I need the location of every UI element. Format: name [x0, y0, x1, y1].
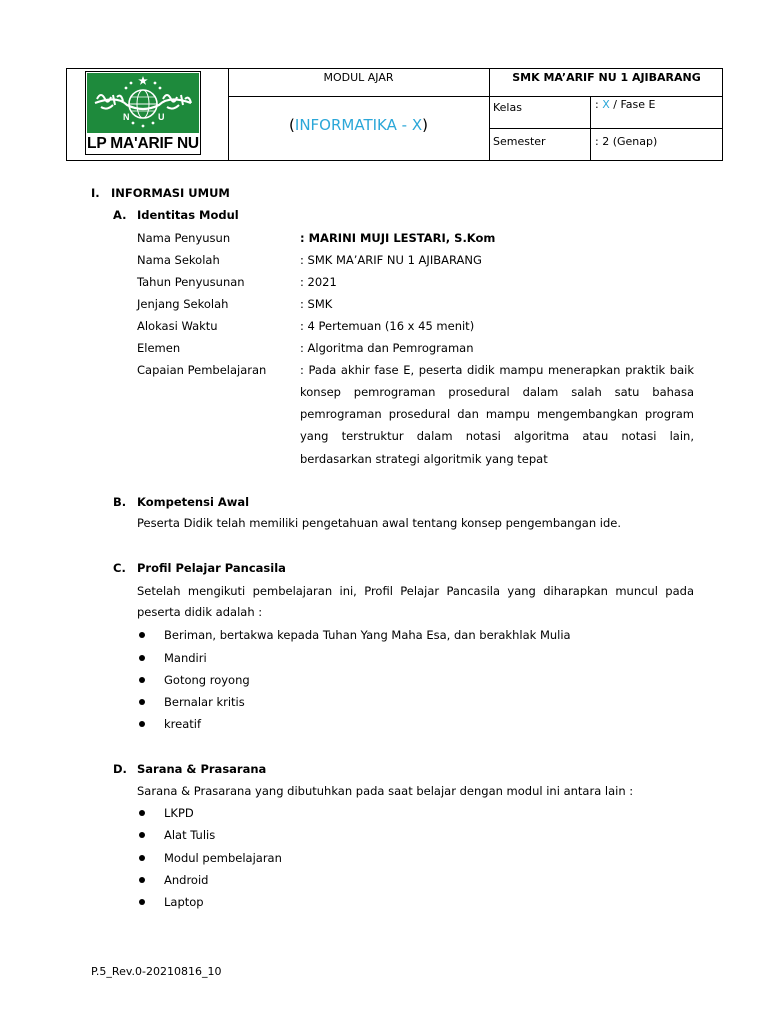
row-label: Nama Penyusun [137, 231, 231, 245]
row-value: : 2021 [300, 275, 337, 289]
paragraph: Sarana & Prasarana yang dibutuhkan pada saat belajar dengan modul ini antara lain : [137, 784, 634, 798]
svg-text:N: N [123, 112, 130, 122]
bullet-icon [139, 877, 145, 883]
row-label: Alokasi Waktu [137, 319, 218, 333]
paragraph-line: Setelah mengikuti pembelajaran ini, Profil Pelajar Pancasila yang diharapkan muncul pada [137, 584, 694, 598]
bullet-icon [139, 632, 145, 638]
list-item: Modul pembelajaran [164, 851, 282, 865]
subsection-title: Kompetensi Awal [137, 495, 250, 509]
capaian-line: yang terstruktur dalam notasi algoritma atau notasi lain, [300, 429, 694, 443]
kelas-phase: / Fase E [609, 98, 656, 111]
list-item: Mandiri [164, 651, 207, 665]
list-item: Gotong royong [164, 673, 250, 687]
capaian-line: : Pada akhir fase E, peserta didik mampu menerapkan praktik baik [300, 363, 694, 377]
capaian-line: berdasarkan strategi algoritmik yang tepat [300, 452, 548, 466]
doc-type: MODUL AJAR [323, 71, 394, 84]
bullet-icon [139, 855, 145, 861]
paren-close: ) [422, 116, 428, 134]
subsection-title: Identitas Modul [137, 208, 239, 222]
semester-label: Semester [493, 135, 546, 148]
nu-emblem-icon [87, 73, 199, 133]
row-label: Elemen [137, 341, 181, 355]
subsection-letter: C. [113, 561, 126, 575]
row-value: : Algoritma dan Pemrograman [300, 341, 474, 355]
footer-code: P.5_Rev.0-20210816_10 [91, 965, 222, 978]
list-item: Android [164, 873, 209, 887]
subsection-title: Profil Pelajar Pancasila [137, 561, 286, 575]
section-numeral: I. [91, 186, 100, 200]
school-name: SMK MA’ARIF NU 1 AJIBARANG [512, 71, 701, 84]
kelas-label: Kelas [493, 101, 522, 114]
row-value: : SMK [300, 297, 333, 311]
bullet-icon [139, 655, 145, 661]
row-value: : MARINI MUJI LESTARI, S.Kom [300, 231, 496, 245]
list-item: Bernalar kritis [164, 695, 245, 709]
svg-text:U: U [158, 112, 165, 122]
subject-title [228, 116, 489, 134]
divider [489, 128, 722, 129]
bullet-icon [139, 832, 145, 838]
divider [228, 96, 722, 97]
capaian-line: pemrograman prosedural dan mampu mengembangkan program [300, 407, 694, 421]
bullet-icon [139, 699, 145, 705]
header-table [66, 68, 723, 161]
list-item: Beriman, bertakwa kepada Tuhan Yang Maha Esa, dan berakhlak Mulia [164, 628, 571, 642]
subject-name: INFORMATIKA - X [294, 116, 423, 134]
bullet-icon [139, 899, 145, 905]
paragraph-line: peserta didik adalah : [137, 605, 263, 619]
bullet-icon [139, 810, 145, 816]
section-title: INFORMASI UMUM [111, 186, 230, 200]
subsection-letter: B. [113, 495, 127, 509]
capaian-line: konsep pemrograman prosedural dalam salah satu bahasa [300, 385, 694, 399]
bullet-icon [139, 677, 145, 683]
lp-maarif-nu-logo [85, 71, 201, 155]
row-value: : SMK MA’ARIF NU 1 AJIBARANG [300, 253, 482, 267]
bullet-icon [139, 721, 145, 727]
kelas-class: X [602, 98, 610, 111]
subsection-title: Sarana & Prasarana [137, 762, 267, 776]
logo-text: LP MA'ARIF NU [87, 135, 199, 152]
row-value: : 4 Pertemuan (16 x 45 menit) [300, 319, 475, 333]
row-label: Nama Sekolah [137, 253, 220, 267]
list-item: LKPD [164, 806, 194, 820]
subsection-letter: A. [113, 208, 127, 222]
semester-value: : 2 (Genap) [595, 135, 658, 148]
kelas-value [595, 98, 655, 112]
row-label: Tahun Penyusunan [137, 275, 245, 289]
row-label: Capaian Pembelajaran [137, 363, 267, 377]
list-item: kreatif [164, 717, 202, 731]
kelas-colon: : [595, 98, 603, 111]
list-item: Laptop [164, 895, 204, 909]
row-label: Jenjang Sekolah [137, 297, 229, 311]
subsection-letter: D. [113, 762, 127, 776]
paragraph: Peserta Didik telah memiliki pengetahuan awal tentang konsep pengembangan ide. [137, 516, 621, 530]
list-item: Alat Tulis [164, 828, 216, 842]
paren-open: ( [289, 116, 295, 134]
